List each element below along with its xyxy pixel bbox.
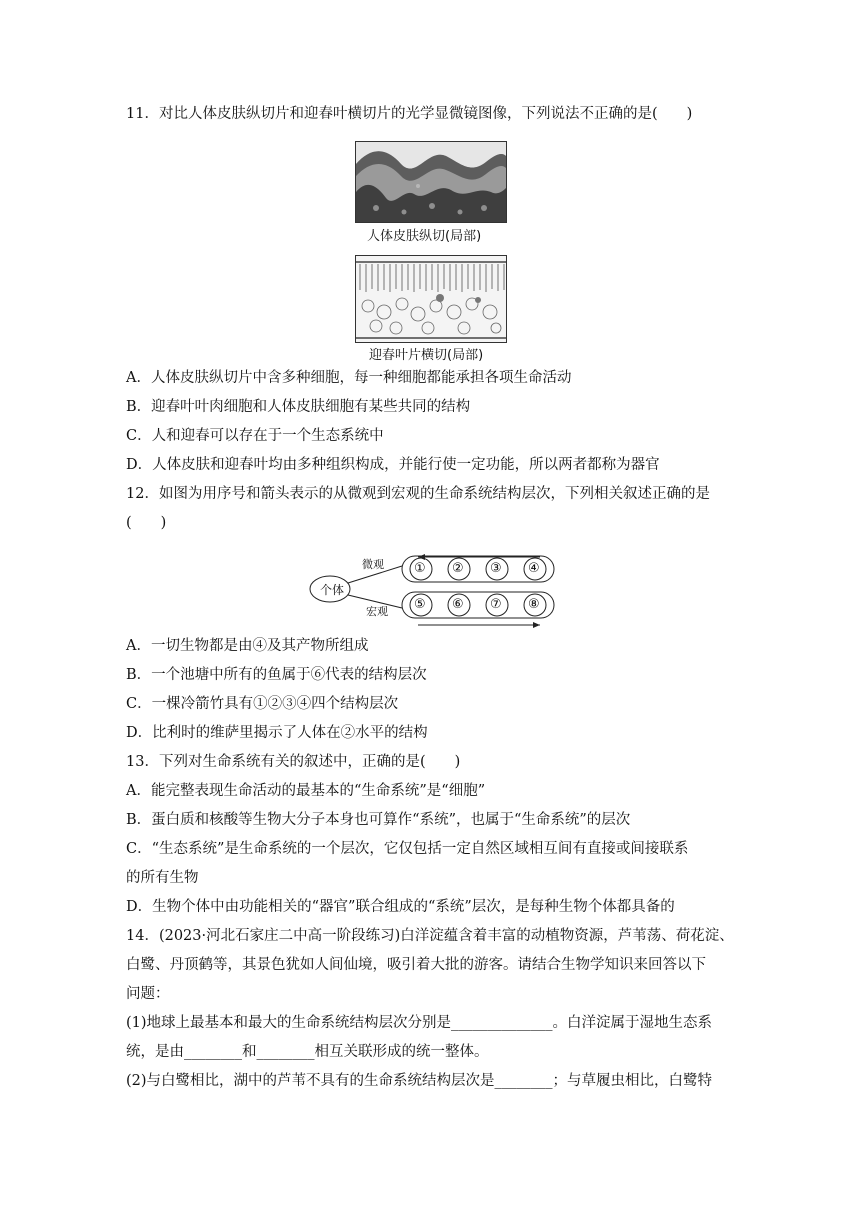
diagram-node-6: ⑥ bbox=[452, 597, 464, 612]
q14-part2: (2)与白鹭相比，湖中的芦苇不具有的生命系统结构层次是________；与草履虫相比，白鹭特 bbox=[126, 1073, 713, 1089]
q11-option-a: A．人体皮肤纵切片中含多种细胞，每一种细胞都能承担各项生命活动 bbox=[126, 370, 572, 386]
q13-stem: 13．下列对生命系统有关的叙述中，正确的是( ) bbox=[126, 754, 461, 770]
skin-caption: 人体皮肤纵切(局部) bbox=[367, 229, 482, 244]
q14-part1: (1)地球上最基本和最大的生命系统结构层次分别是______________。白洋淀属于湿地生态系 bbox=[126, 1015, 713, 1031]
q14-stem: 14．(2023·河北石家庄二中高一阶段练习)白洋淀蕴含着丰富的动植物资源，芦苇荡、荷花淀、 bbox=[126, 928, 734, 944]
q14-part1-continued: 统，是由________和________相互关联形成的统一整体。 bbox=[126, 1044, 489, 1060]
q12-option-c: C．一棵冷箭竹具有①②③④四个结构层次 bbox=[126, 696, 399, 712]
diagram-micro-label: 微观 bbox=[362, 558, 384, 571]
life-system-level-diagram bbox=[300, 553, 560, 631]
diagram-node-7: ⑦ bbox=[490, 597, 502, 612]
skin-section-micrograph bbox=[355, 141, 507, 223]
leaf-caption: 迎春叶片横切(局部) bbox=[369, 348, 484, 363]
q12-option-a: A．一切生物都是由④及其产物所组成 bbox=[126, 638, 369, 654]
q12-stem: 12．如图为用序号和箭头表示的从微观到宏观的生命系统结构层次，下列相关叙述正确的是 bbox=[126, 486, 710, 502]
diagram-macro-label: 宏观 bbox=[366, 605, 388, 618]
q11-option-d: D．人体皮肤和迎春叶均由多种组织构成，并能行使一定功能，所以两者都称为器官 bbox=[126, 457, 660, 473]
diagram-node-4: ④ bbox=[528, 561, 540, 576]
diagram-node-8: ⑧ bbox=[528, 597, 540, 612]
diagram-center-label: 个体 bbox=[320, 583, 345, 597]
diagram-node-5: ⑤ bbox=[414, 597, 426, 612]
q13-option-d: D．生物个体中由功能相关的“器官”联合组成的“系统”层次，是每种生物个体都具备的 bbox=[126, 899, 675, 915]
q11-option-b: B．迎春叶叶肉细胞和人体皮肤细胞有某些共同的结构 bbox=[126, 399, 471, 415]
q12-option-d: D．比利时的维萨里揭示了人体在②水平的结构 bbox=[126, 725, 428, 741]
q11-option-c: C．人和迎春可以存在于一个生态系统中 bbox=[126, 428, 384, 444]
q13-option-c: C．“生态系统”是生命系统的一个层次，它仅包括一定自然区域相互间有直接或间接联系 bbox=[126, 841, 689, 857]
diagram-node-2: ② bbox=[452, 561, 464, 576]
q13-option-b: B．蛋白质和核酸等生物大分子本身也可算作“系统”，也属于“生命系统”的层次 bbox=[126, 812, 631, 828]
leaf-section-micrograph bbox=[355, 255, 507, 343]
q13-option-c-continued: 的所有生物 bbox=[126, 870, 199, 886]
q12-stem-answer-slot: ( ) bbox=[126, 515, 167, 531]
diagram-node-3: ③ bbox=[490, 561, 502, 576]
q13-option-a: A．能完整表现生命活动的最基本的“生命系统”是“细胞” bbox=[126, 783, 486, 799]
q14-stem-line2: 白鹭、丹顶鹤等，其景色犹如人间仙境，吸引着大批的游客。请结合生物学知识来回答以下 bbox=[126, 957, 706, 973]
q14-stem-line3: 问题： bbox=[126, 986, 170, 1002]
q11-stem: 11．对比人体皮肤纵切片和迎春叶横切片的光学显微镜图像，下列说法不正确的是( ) bbox=[126, 106, 693, 122]
q12-option-b: B．一个池塘中所有的鱼属于⑥代表的结构层次 bbox=[126, 667, 427, 683]
diagram-node-1: ① bbox=[414, 561, 426, 576]
